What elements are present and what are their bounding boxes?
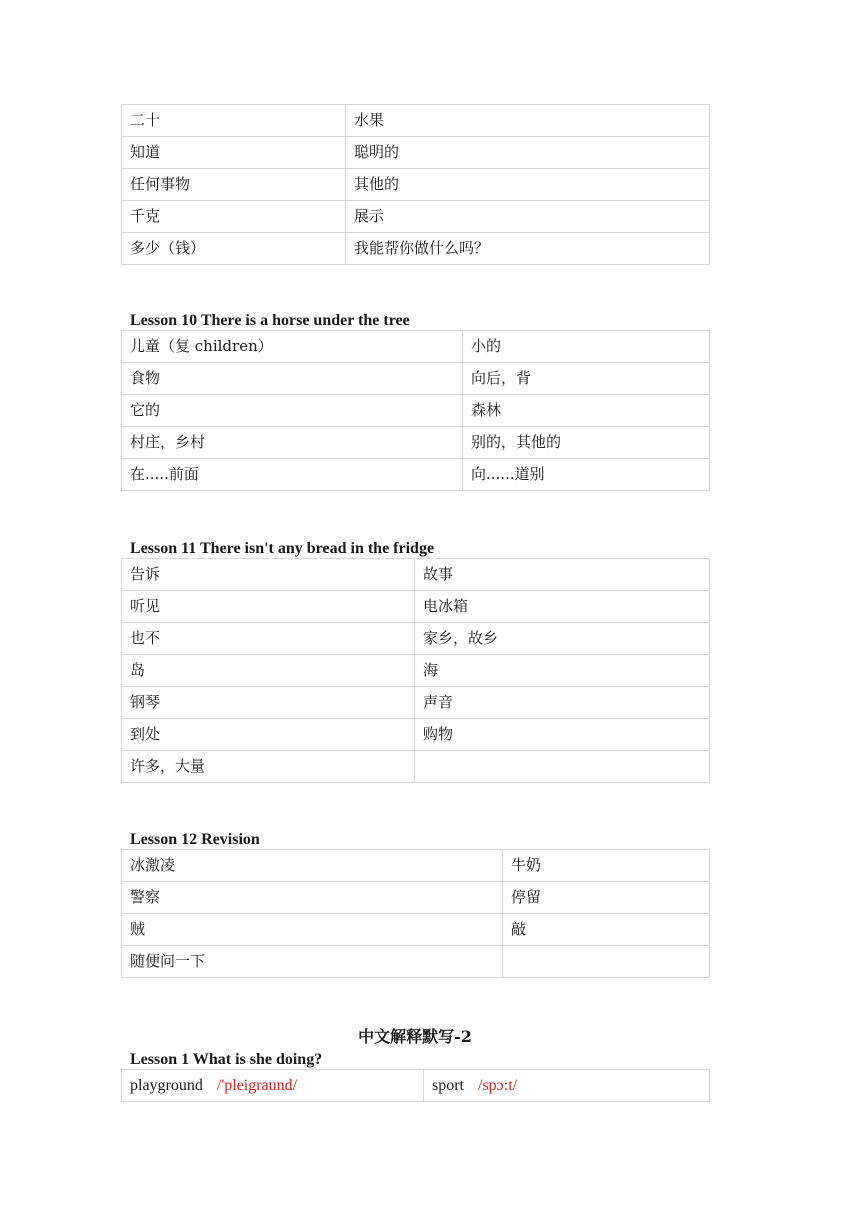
- table-cell: 聪明的: [346, 137, 710, 169]
- table-cell: 在.....前面: [122, 459, 463, 491]
- section-2-lesson-1-title: Lesson 1 What is she doing?: [130, 1051, 323, 1068]
- table-cell: 千克: [122, 201, 346, 233]
- table-row: [122, 233, 710, 265]
- lesson-10-title: Lesson 10 There is a horse under the tree: [130, 312, 410, 329]
- table-cell: 其他的: [346, 169, 710, 201]
- table-cell: 儿童（复 children）: [122, 331, 463, 363]
- table-row: [122, 105, 710, 137]
- table-cell: 声音: [415, 687, 710, 719]
- table-cell: 许多，大量: [122, 751, 415, 783]
- table-cell: [424, 1070, 710, 1102]
- table-cell: 岛: [122, 655, 415, 687]
- table-row: [122, 591, 710, 623]
- table-row: [122, 882, 710, 914]
- table-row: [122, 751, 710, 783]
- table-row: [122, 395, 710, 427]
- table-cell: [122, 1070, 424, 1102]
- vocab-table: [121, 1069, 710, 1102]
- vocab-table-continued: [121, 104, 709, 265]
- table-cell: 告诉: [122, 559, 415, 591]
- table-cell: 也不: [122, 623, 415, 655]
- table-cell: [503, 946, 710, 978]
- table-cell: 冰激凌: [122, 850, 503, 882]
- lesson-11-title: Lesson 11 There isn't any bread in the fridge: [130, 540, 435, 557]
- table-cell: 知道: [122, 137, 346, 169]
- section-2-lesson-1: [121, 1051, 709, 1102]
- word: playground: [130, 1077, 203, 1094]
- table-row: [122, 687, 710, 719]
- table-row: [122, 169, 710, 201]
- table-cell: 向后，背: [463, 363, 710, 395]
- table-row: [122, 850, 710, 882]
- table-row: [122, 914, 710, 946]
- table-cell: 牛奶: [503, 850, 710, 882]
- lesson-12-title: Lesson 12 Revision: [130, 831, 260, 848]
- table-cell: 电冰箱: [415, 591, 710, 623]
- table-row: [122, 201, 710, 233]
- table-cell: 多少（钱）: [122, 233, 346, 265]
- table-cell: 海: [415, 655, 710, 687]
- lesson-10-section: [121, 312, 709, 491]
- table-cell: [415, 751, 710, 783]
- table-row: [122, 137, 710, 169]
- table-cell: 到处: [122, 719, 415, 751]
- table-cell: 警察: [122, 882, 503, 914]
- table-cell: 森林: [463, 395, 710, 427]
- table-row: [122, 559, 710, 591]
- vocab-table: [121, 330, 710, 491]
- table-cell: 故事: [415, 559, 710, 591]
- table-cell: 家乡，故乡: [415, 623, 710, 655]
- lesson-11-section: [121, 540, 709, 783]
- vocab-table: [121, 104, 710, 265]
- table-row: [122, 331, 710, 363]
- table-row: [122, 946, 710, 978]
- table-cell: 展示: [346, 201, 710, 233]
- table-cell: 贼: [122, 914, 503, 946]
- table-cell: 敲: [503, 914, 710, 946]
- vocab-table: [121, 849, 710, 978]
- table-cell: 别的，其他的: [463, 427, 710, 459]
- table-cell: 我能帮你做什么吗？: [346, 233, 710, 265]
- table-cell: 水果: [346, 105, 710, 137]
- table-cell: 小的: [463, 331, 710, 363]
- phonetic: /'pleigraund/: [216, 1077, 298, 1094]
- table-cell: 随便问一下: [122, 946, 503, 978]
- table-cell: 钢琴: [122, 687, 415, 719]
- table-row: [122, 655, 710, 687]
- table-cell: 村庄，乡村: [122, 427, 463, 459]
- table-cell: 它的: [122, 395, 463, 427]
- phonetic: /spɔ:t/: [478, 1077, 518, 1094]
- lesson-12-section: [121, 831, 709, 978]
- table-cell: 食物: [122, 363, 463, 395]
- table-row: [122, 1070, 710, 1102]
- table-cell: 停留: [503, 882, 710, 914]
- table-cell: 听见: [122, 591, 415, 623]
- table-row: [122, 623, 710, 655]
- section-title: 中文解释默写-2: [358, 1027, 472, 1046]
- table-row: [122, 427, 710, 459]
- table-cell: 购物: [415, 719, 710, 751]
- vocab-table: [121, 558, 710, 783]
- table-cell: 二十: [122, 105, 346, 137]
- table-cell: 向......道别: [463, 459, 710, 491]
- table-row: [122, 719, 710, 751]
- table-row: [122, 459, 710, 491]
- table-row: [122, 363, 710, 395]
- table-cell: 任何事物: [122, 169, 346, 201]
- word: sport: [432, 1077, 464, 1094]
